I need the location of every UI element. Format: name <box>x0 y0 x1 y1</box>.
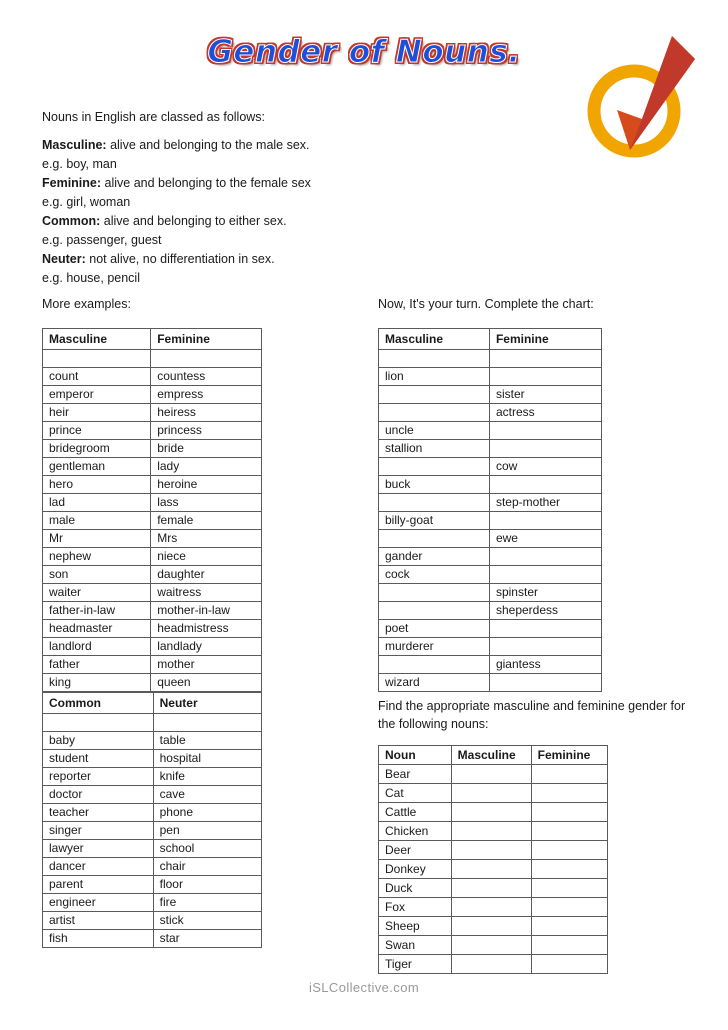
table-row <box>43 768 262 786</box>
cell-masculine[interactable] <box>451 765 531 784</box>
cell-masculine: Mr <box>43 530 151 548</box>
table-masculine-feminine-body <box>43 350 262 692</box>
intro-eg-neuter: e.g. house, pencil <box>42 271 140 285</box>
cell-masculine[interactable] <box>451 936 531 955</box>
cell-masculine: emperor <box>43 386 151 404</box>
cell-masculine[interactable] <box>379 602 490 620</box>
cell-feminine[interactable] <box>531 784 607 803</box>
cell-masculine: son <box>43 566 151 584</box>
table-row <box>379 955 608 974</box>
table-row <box>43 386 262 404</box>
cell-masculine: father-in-law <box>43 602 151 620</box>
cell-feminine[interactable] <box>531 936 607 955</box>
intro-def-masculine: alive and belonging to the male sex. <box>106 138 310 152</box>
cell-feminine: step-mother <box>489 494 601 512</box>
table-nouns <box>378 745 608 974</box>
table-row <box>379 566 602 584</box>
cell-masculine[interactable] <box>451 860 531 879</box>
cell-masculine: uncle <box>379 422 490 440</box>
cell-masculine: father <box>43 656 151 674</box>
cell-masculine: heir <box>43 404 151 422</box>
table-row <box>379 936 608 955</box>
intro-line-neuter <box>42 250 522 269</box>
cell-masculine: poet <box>379 620 490 638</box>
table-row <box>379 458 602 476</box>
cell-common: lawyer <box>43 840 154 858</box>
cell-feminine: actress <box>489 404 601 422</box>
table-masculine-feminine-head <box>43 329 262 350</box>
cell-noun: Chicken <box>379 822 452 841</box>
cell-feminine[interactable] <box>489 674 601 692</box>
cell-masculine: cock <box>379 566 490 584</box>
cell-common: parent <box>43 876 154 894</box>
cell-masculine[interactable] <box>379 494 490 512</box>
cell-neuter: hospital <box>153 750 261 768</box>
cell-masculine: stallion <box>379 440 490 458</box>
cell-neuter: table <box>153 732 261 750</box>
cell-noun: Donkey <box>379 860 452 879</box>
cell-feminine[interactable] <box>531 822 607 841</box>
cell-feminine: queen <box>151 674 262 692</box>
intro-term-common: Common: <box>42 214 101 228</box>
cell-masculine[interactable] <box>379 350 490 368</box>
cell-feminine: empress <box>151 386 262 404</box>
table-row <box>379 803 608 822</box>
intro-spacer <box>42 127 522 136</box>
cell-common: engineer <box>43 894 154 912</box>
footer-watermark: iSLCollective.com <box>308 980 420 995</box>
cell-masculine[interactable] <box>451 822 531 841</box>
column-header-feminine: Feminine <box>151 329 262 350</box>
cell-common: fish <box>43 930 154 948</box>
cell-masculine: lion <box>379 368 490 386</box>
cell-common: artist <box>43 912 154 930</box>
table-row <box>379 422 602 440</box>
column-header-feminine: Feminine <box>531 746 607 765</box>
table-row <box>43 714 262 732</box>
cell-feminine[interactable] <box>531 841 607 860</box>
table-nouns-head <box>379 746 608 765</box>
cell-feminine[interactable] <box>531 803 607 822</box>
column-header-masculine: Masculine <box>379 329 490 350</box>
table-row <box>43 750 262 768</box>
cell-feminine: waitress <box>151 584 262 602</box>
table-row <box>43 732 262 750</box>
cell-feminine: heroine <box>151 476 262 494</box>
cell-feminine: heiress <box>151 404 262 422</box>
label-more-examples: More examples: <box>42 297 131 311</box>
table-row <box>379 404 602 422</box>
cell-neuter[interactable] <box>153 714 261 732</box>
cell-masculine[interactable] <box>451 803 531 822</box>
table-row <box>43 404 262 422</box>
column-header-masculine: Masculine <box>451 746 531 765</box>
table-row <box>43 530 262 548</box>
cell-masculine[interactable] <box>451 879 531 898</box>
cell-feminine: spinster <box>489 584 601 602</box>
table-row <box>379 512 602 530</box>
cell-masculine[interactable] <box>451 955 531 974</box>
table-row <box>379 350 602 368</box>
cell-feminine: lady <box>151 458 262 476</box>
table-row <box>43 930 262 948</box>
cell-masculine[interactable] <box>379 458 490 476</box>
page-title-text: Gender of Nouns. <box>207 34 521 70</box>
table-row <box>43 638 262 656</box>
intro-term-neuter: Neuter: <box>42 252 86 266</box>
table-row <box>43 476 262 494</box>
cell-common: reporter <box>43 768 154 786</box>
intro-eg-common: e.g. passenger, guest <box>42 233 162 247</box>
cell-masculine: wizard <box>379 674 490 692</box>
table-row <box>43 876 262 894</box>
cell-feminine: daughter <box>151 566 262 584</box>
cell-noun: Cattle <box>379 803 452 822</box>
table-row <box>379 620 602 638</box>
cell-common: dancer <box>43 858 154 876</box>
cell-feminine: princess <box>151 422 262 440</box>
checkmark-icon <box>572 26 702 161</box>
cell-feminine: Mrs <box>151 530 262 548</box>
cell-feminine[interactable] <box>489 566 601 584</box>
cell-masculine: landlord <box>43 638 151 656</box>
cell-neuter: star <box>153 930 261 948</box>
cell-neuter: floor <box>153 876 261 894</box>
intro-def-neuter: not alive, no differentiation in sex. <box>85 252 275 266</box>
table-row <box>379 476 602 494</box>
cell-feminine[interactable] <box>489 548 601 566</box>
table-row <box>43 840 262 858</box>
cell-feminine: cow <box>489 458 601 476</box>
table-exercise-body <box>379 350 602 692</box>
cell-feminine[interactable] <box>489 638 601 656</box>
table-row <box>43 548 262 566</box>
cell-feminine: sister <box>489 386 601 404</box>
cell-neuter: cave <box>153 786 261 804</box>
cell-noun: Bear <box>379 765 452 784</box>
cell-common: teacher <box>43 804 154 822</box>
cell-feminine[interactable] <box>489 620 601 638</box>
table-row <box>379 822 608 841</box>
cell-feminine: headmistress <box>151 620 262 638</box>
table-row <box>43 440 262 458</box>
table-masculine-feminine <box>42 328 262 692</box>
cell-neuter: chair <box>153 858 261 876</box>
cell-common: baby <box>43 732 154 750</box>
cell-feminine: lass <box>151 494 262 512</box>
cell-masculine: bridegroom <box>43 440 151 458</box>
intro-line-feminine <box>42 174 522 193</box>
table-row <box>43 602 262 620</box>
cell-feminine[interactable] <box>489 368 601 386</box>
table-row <box>43 786 262 804</box>
intro-eg-masculine: e.g. boy, man <box>42 157 117 171</box>
column-header-noun: Noun <box>379 746 452 765</box>
table-row <box>43 804 262 822</box>
cell-noun: Duck <box>379 879 452 898</box>
cell-masculine: gander <box>379 548 490 566</box>
table-row <box>43 494 262 512</box>
cell-masculine[interactable] <box>379 404 490 422</box>
table-row <box>43 894 262 912</box>
intro-def-feminine: alive and belonging to the female sex <box>101 176 311 190</box>
intro-line-common <box>42 212 522 231</box>
table-nouns-body <box>379 765 608 974</box>
table-row <box>379 917 608 936</box>
cell-feminine[interactable] <box>489 512 601 530</box>
cell-common: singer <box>43 822 154 840</box>
table-row <box>43 566 262 584</box>
cell-neuter: fire <box>153 894 261 912</box>
table-row <box>379 860 608 879</box>
cell-noun: Sheep <box>379 917 452 936</box>
table-row <box>43 674 262 692</box>
intro-term-feminine: Feminine: <box>42 176 102 190</box>
cell-noun: Tiger <box>379 955 452 974</box>
cell-noun: Fox <box>379 898 452 917</box>
cell-feminine[interactable] <box>489 440 601 458</box>
table-common-neuter-head <box>43 693 262 714</box>
cell-feminine: female <box>151 512 262 530</box>
intro-term-masculine: Masculine: <box>42 138 107 152</box>
label-find-gender: Find the appropriate masculine and feminine gender for the following nouns: <box>378 699 686 731</box>
cell-feminine: giantess <box>489 656 601 674</box>
cell-masculine[interactable] <box>379 584 490 602</box>
cell-masculine: king <box>43 674 151 692</box>
intro-line-masculine <box>42 136 522 155</box>
cell-feminine[interactable] <box>531 955 607 974</box>
column-header-neuter: Neuter <box>153 693 261 714</box>
table-row <box>43 422 262 440</box>
table-row <box>379 784 608 803</box>
table-row <box>379 368 602 386</box>
table-row <box>379 841 608 860</box>
table-exercise <box>378 328 602 692</box>
intro-lead: Nouns in English are classed as follows: <box>42 110 266 124</box>
table-row <box>379 879 608 898</box>
intro-eg-feminine: e.g. girl, woman <box>42 195 131 209</box>
table-row <box>379 674 602 692</box>
cell-masculine: murderer <box>379 638 490 656</box>
table-row <box>43 584 262 602</box>
table-common-neuter <box>42 692 262 948</box>
cell-feminine: sheperdess <box>489 602 601 620</box>
cell-masculine: buck <box>379 476 490 494</box>
cell-feminine[interactable] <box>151 350 262 368</box>
cell-masculine: nephew <box>43 548 151 566</box>
table-row <box>43 858 262 876</box>
cell-neuter: knife <box>153 768 261 786</box>
cell-masculine: male <box>43 512 151 530</box>
cell-masculine: headmaster <box>43 620 151 638</box>
table-row <box>43 912 262 930</box>
cell-feminine[interactable] <box>531 898 607 917</box>
cell-masculine: count <box>43 368 151 386</box>
cell-masculine: waiter <box>43 584 151 602</box>
cell-feminine[interactable] <box>489 350 601 368</box>
table-row <box>43 656 262 674</box>
cell-masculine: prince <box>43 422 151 440</box>
table-common-neuter-body <box>43 714 262 948</box>
cell-common: doctor <box>43 786 154 804</box>
cell-neuter: stick <box>153 912 261 930</box>
cell-feminine: landlady <box>151 638 262 656</box>
cell-feminine: bride <box>151 440 262 458</box>
table-row <box>379 584 602 602</box>
cell-common[interactable] <box>43 714 154 732</box>
cell-feminine[interactable] <box>489 422 601 440</box>
table-row <box>379 494 602 512</box>
intro-text <box>42 108 522 288</box>
table-row <box>43 512 262 530</box>
table-exercise-head <box>379 329 602 350</box>
table-row <box>379 440 602 458</box>
column-header-masculine: Masculine <box>43 329 151 350</box>
cell-feminine: mother <box>151 656 262 674</box>
cell-masculine[interactable] <box>451 917 531 936</box>
table-row <box>379 656 602 674</box>
cell-masculine[interactable] <box>379 656 490 674</box>
cell-feminine: countess <box>151 368 262 386</box>
cell-feminine: niece <box>151 548 262 566</box>
cell-masculine[interactable] <box>43 350 151 368</box>
cell-masculine[interactable] <box>451 841 531 860</box>
cell-noun: Cat <box>379 784 452 803</box>
table-row <box>379 602 602 620</box>
cell-neuter: pen <box>153 822 261 840</box>
cell-masculine: lad <box>43 494 151 512</box>
cell-common: student <box>43 750 154 768</box>
cell-masculine[interactable] <box>451 784 531 803</box>
table-row <box>43 822 262 840</box>
cell-feminine: mother-in-law <box>151 602 262 620</box>
cell-masculine[interactable] <box>379 530 490 548</box>
label-your-turn: Now, It's your turn. Complete the chart: <box>378 297 594 311</box>
table-row <box>43 620 262 638</box>
cell-masculine: gentleman <box>43 458 151 476</box>
table-row <box>43 350 262 368</box>
table-row <box>43 368 262 386</box>
cell-masculine[interactable] <box>379 386 490 404</box>
table-row <box>43 458 262 476</box>
cell-feminine[interactable] <box>531 917 607 936</box>
column-header-feminine: Feminine <box>489 329 601 350</box>
cell-feminine[interactable] <box>531 765 607 784</box>
table-row <box>379 898 608 917</box>
table-row <box>379 548 602 566</box>
cell-feminine[interactable] <box>531 860 607 879</box>
cell-noun: Deer <box>379 841 452 860</box>
cell-masculine: hero <box>43 476 151 494</box>
table-row <box>379 329 602 350</box>
cell-feminine: ewe <box>489 530 601 548</box>
table-row <box>379 386 602 404</box>
cell-feminine[interactable] <box>489 476 601 494</box>
cell-noun: Swan <box>379 936 452 955</box>
table-row <box>43 693 262 714</box>
table-row <box>379 746 608 765</box>
table-row <box>379 530 602 548</box>
cell-neuter: school <box>153 840 261 858</box>
column-header-common: Common <box>43 693 154 714</box>
table-row <box>43 329 262 350</box>
table-row <box>379 765 608 784</box>
cell-feminine[interactable] <box>531 879 607 898</box>
cell-neuter: phone <box>153 804 261 822</box>
cell-masculine: billy-goat <box>379 512 490 530</box>
table-row <box>379 638 602 656</box>
cell-masculine[interactable] <box>451 898 531 917</box>
intro-def-common: alive and belonging to either sex. <box>100 214 287 228</box>
